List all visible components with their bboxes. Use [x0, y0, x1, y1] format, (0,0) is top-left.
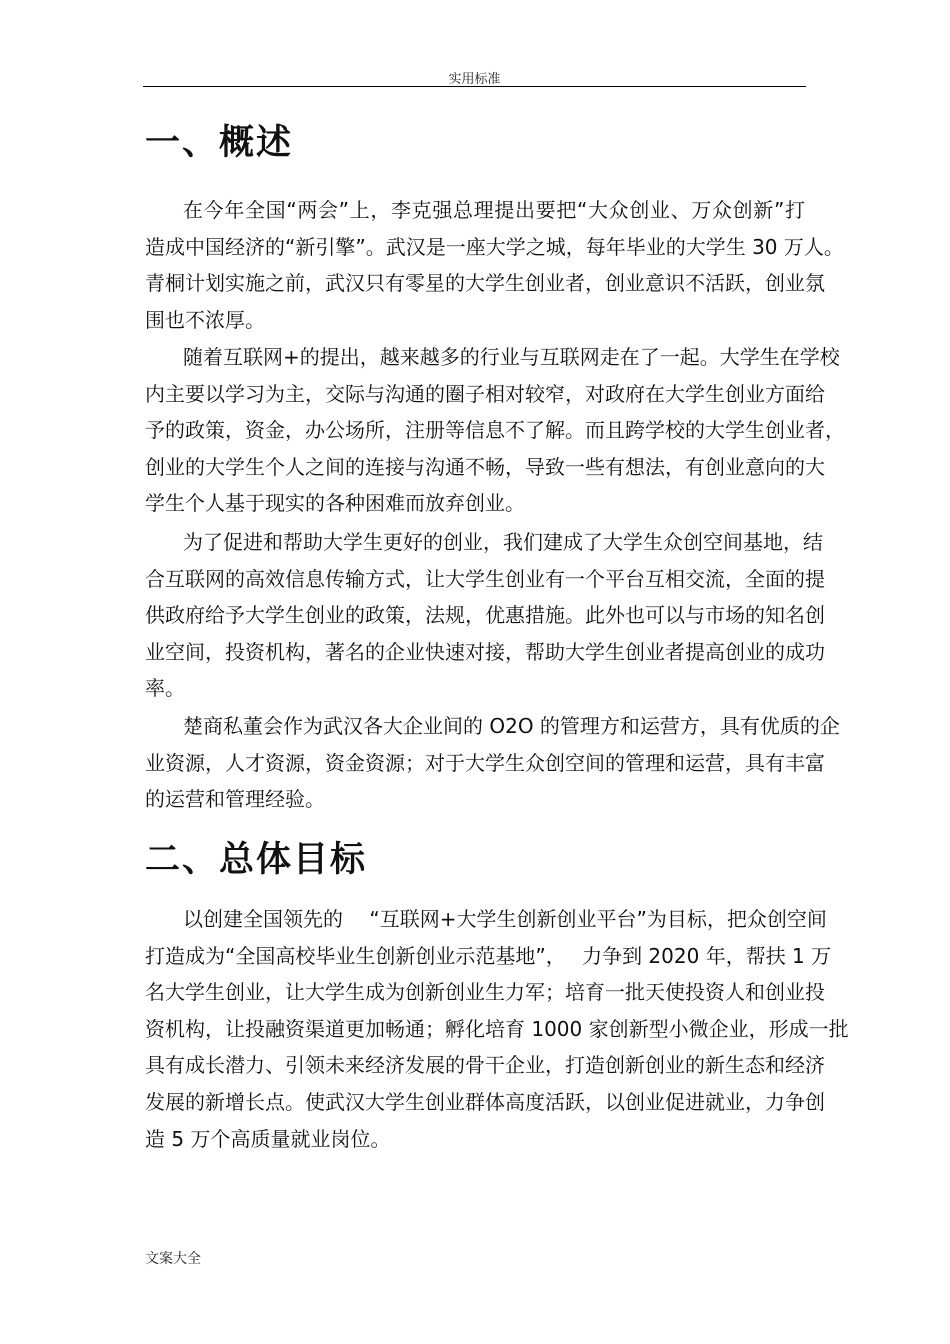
paragraph	[145, 339, 845, 522]
paragraph-line: 具有成长潜力、引领未来经济发展的骨干企业，打造创新创业的新生态和经济	[145, 1053, 825, 1078]
paragraph-line: 发展的新增长点。使武汉大学生创业群体高度活跃，以创业促进就业，力争创	[145, 1089, 825, 1114]
section-heading-overview: 一、概述	[145, 123, 294, 163]
paragraph-line: 打造成为“全国高校毕业生创新创业示范基地”， 力争到 2020 年，帮扶 1 万	[145, 943, 832, 968]
paragraph-line: 以创建全国领先的 “互联网+大学生创新创业平台”为目标，把众创空间	[183, 907, 827, 931]
paragraph-line: 造 5 万个高质量就业岗位。	[145, 1126, 391, 1151]
paragraph-line: 合互联网的高效信息传输方式，让大学生创业有一个平台互相交流，全面的提	[145, 566, 825, 591]
section-heading-goals: 二、总体目标	[145, 840, 368, 880]
paragraph-line: 业空间，投资机构，著名的企业快速对接，帮助大学生创业者提高创业的成功	[145, 639, 825, 664]
paragraph-line: 随着互联网+的提出，越来越多的行业与互联网走在了一起。大学生在学校	[183, 345, 840, 369]
header-divider	[143, 86, 806, 87]
paragraph-line: 为了促进和帮助大学生更好的创业，我们建成了大学生众创空间基地，结	[183, 530, 823, 554]
paragraph-line: 学生个人基于现实的各种困难而放弃创业。	[145, 491, 525, 516]
paragraph-line: 楚商私董会作为武汉各大企业间的 O2O 的管理方和运营方，具有优质的企	[183, 714, 840, 738]
paragraph-line: 名大学生创业，让大学生成为创新创业生力军；培育一批天使投资人和创业投	[145, 980, 825, 1005]
paragraph-line: 在今年全国“两会”上，李克强总理提出要把“大众创业、万众创新”打	[183, 198, 805, 222]
page-header-title: 实用标准	[448, 72, 501, 87]
paragraph-line: 资机构，让投融资渠道更加畅通；孵化培育 1000 家创新型小微企业，形成一批	[145, 1016, 849, 1041]
paragraph	[145, 708, 840, 818]
paragraph-line: 创业的大学生个人之间的连接与沟通不畅，导致一些有想法，有创业意向的大	[145, 454, 825, 479]
paragraph	[145, 192, 844, 338]
paragraph-line: 的运营和管理经验。	[145, 787, 325, 812]
paragraph-line: 围也不浓厚。	[145, 307, 265, 332]
paragraph	[145, 901, 849, 1157]
paragraph-line: 业资源，人才资源，资金资源；对于大学生众创空间的管理和运营，具有丰富	[145, 750, 825, 775]
paragraph	[145, 524, 825, 707]
paragraph-line: 内主要以学习为主，交际与沟通的圈子相对较窄，对政府在大学生创业方面给	[145, 381, 825, 406]
paragraph-line: 青桐计划实施之前，武汉只有零星的大学生创业者，创业意识不活跃，创业氛	[145, 271, 825, 296]
paragraph-line: 造成中国经济的“新引擎”。武汉是一座大学之城，每年毕业的大学生 30 万人。	[145, 234, 844, 259]
paragraph-line: 率。	[145, 676, 185, 701]
paragraph-line: 予的政策，资金，办公场所，注册等信息不了解。而且跨学校的大学生创业者，	[145, 418, 845, 443]
page-footer-text: 文案大全	[145, 1251, 201, 1267]
paragraph-line: 供政府给予大学生创业的政策，法规，优惠措施。此外也可以与市场的知名创	[145, 603, 825, 628]
